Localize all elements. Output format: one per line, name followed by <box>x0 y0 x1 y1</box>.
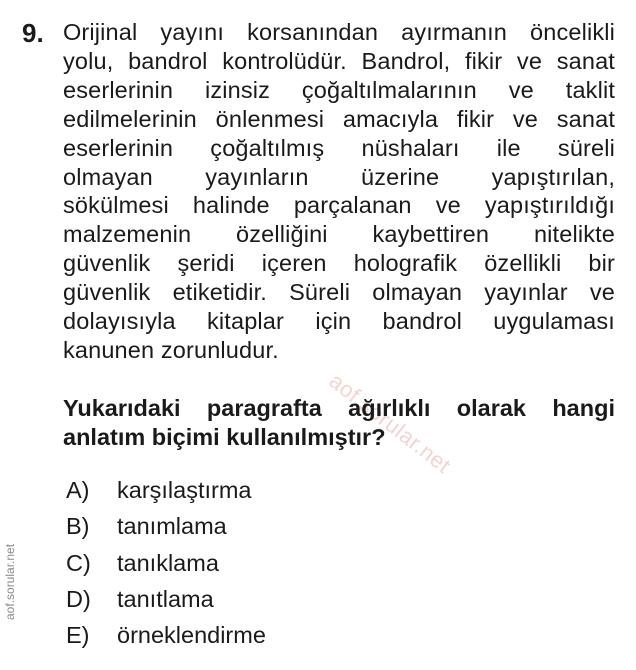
option-text: tanımlama <box>117 513 227 540</box>
prompt-line: anlatım biçimi kullanılmıştır? <box>63 423 386 450</box>
option-text: karşılaştırma <box>117 477 252 503</box>
paragraph-line: eserlerinin çoğaltılmış nüshaları ile süreli <box>63 134 615 161</box>
option-label: B) <box>66 513 90 540</box>
prompt-line: Yukarıdaki paragrafta ağırlıklı olarak hangi <box>63 395 615 421</box>
option-label: C) <box>66 549 91 576</box>
option-text: tanıtlama <box>117 585 214 612</box>
paragraph-line: sökülmesi halinde parçalanan ve yapıştırıldığı <box>63 192 615 219</box>
option-label: E) <box>66 622 90 649</box>
paragraph-line: güvenlik etiketidir. Süreli olmayan yayınlar ve <box>63 279 615 306</box>
option-label: A) <box>66 477 90 503</box>
option-d[interactable] <box>66 583 266 619</box>
paragraph-line: kanunen zorunludur. <box>63 336 279 363</box>
paragraph-line: malzemenin özelliğini kaybettiren nitelikte <box>63 221 615 248</box>
paragraph-line: edilmelerinin önlenmesi amacıyla fikir ve sanat <box>63 105 615 132</box>
paragraph-line: olmayan yayınların üzerine yapıştırılan, <box>63 163 615 190</box>
paragraph-line: dolayısıyla kitaplar için bandrol uygulaması <box>63 308 615 335</box>
paragraph-line: eserlerinin izinsiz çoğaltılmalarının ve taklit <box>63 76 615 103</box>
watermark: aof.sorular.net <box>324 368 456 479</box>
option-e[interactable] <box>66 619 266 655</box>
option-c[interactable] <box>66 547 266 583</box>
paragraph-line: güvenlik şeridi içeren holografik özellikli bir <box>63 250 615 277</box>
option-text: örneklendirme <box>117 622 266 649</box>
option-b[interactable] <box>66 510 266 546</box>
question-prompt <box>63 394 615 451</box>
option-text: tanıklama <box>117 549 219 576</box>
paragraph-line: Orijinal yayını korsanından ayırmanın öncelikli <box>63 19 615 45</box>
answer-options <box>66 474 266 655</box>
question-number: 9. <box>22 18 44 48</box>
side-watermark: aof.sorular.net <box>3 543 17 620</box>
paragraph-line: yolu, bandrol kontrolüdür. Bandrol, fikir ve sanat <box>63 47 615 74</box>
option-label: D) <box>66 585 91 612</box>
option-a[interactable] <box>66 474 266 510</box>
question-paragraph <box>63 18 615 365</box>
